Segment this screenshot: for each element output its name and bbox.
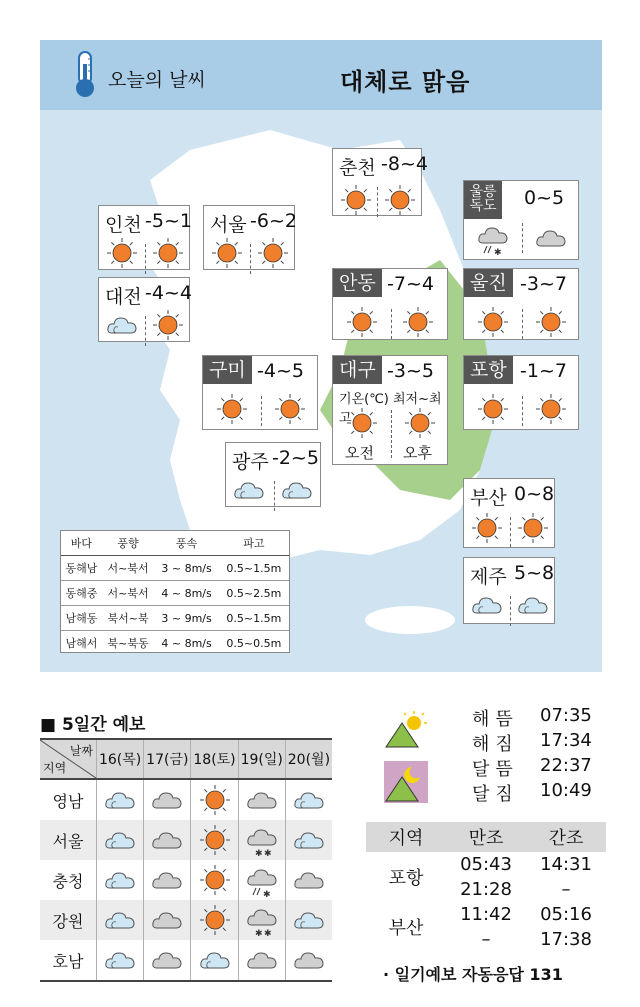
city-name: 서울 xyxy=(210,214,247,236)
forecast-table xyxy=(40,738,332,982)
forecast-cell xyxy=(285,820,332,860)
city-box-jeju xyxy=(463,557,555,624)
sunny-icon xyxy=(470,511,504,545)
city-temp: -4~4 xyxy=(145,282,192,304)
city-tag: 울릉 독도 xyxy=(464,181,502,219)
sea-cell: 남해서 xyxy=(65,637,98,650)
sea-cell: 0.5~2.5m xyxy=(219,581,289,606)
tide-header: 지역 xyxy=(366,822,446,852)
sunny-icon xyxy=(516,511,550,545)
cloud-rain-snow-icon xyxy=(245,863,279,897)
sea-header: 바다 xyxy=(61,531,102,556)
moonrise-time: 22:37 xyxy=(540,755,592,776)
sea-row xyxy=(61,556,289,581)
partly-cloudy-icon xyxy=(103,823,137,857)
weather-map-panel xyxy=(40,40,602,672)
city-box-pohang xyxy=(463,355,579,430)
city-temp: -8~4 xyxy=(381,153,428,175)
divider xyxy=(145,316,146,346)
sea-cell: 남해동 xyxy=(61,606,102,631)
sea-cell: 북서~북 xyxy=(102,606,155,631)
tide-table xyxy=(366,822,606,952)
cloud-snow-icon xyxy=(245,903,279,937)
forecast-day: 18(토) xyxy=(191,739,238,779)
forecast-row xyxy=(40,820,332,860)
sea-header: 풍속 xyxy=(154,531,218,556)
forecast-cell xyxy=(238,940,285,981)
city-tag: 구미 xyxy=(203,356,252,384)
svg-text:✱: ✱ xyxy=(263,929,272,937)
partly-cloudy-icon xyxy=(292,903,326,937)
corner-date-label: 날짜 xyxy=(69,744,93,758)
city-temp: -2~5 xyxy=(272,447,319,469)
divider xyxy=(274,481,275,511)
sea-conditions-table xyxy=(60,530,290,653)
weather-summary: 대체로 맑음 xyxy=(340,68,471,96)
forecast-cell xyxy=(191,940,238,981)
tide-header: 간조 xyxy=(526,822,606,852)
sunny-icon xyxy=(345,406,379,440)
city-temp: -5~1 xyxy=(145,210,192,232)
forecast-cell xyxy=(191,820,238,860)
forecast-cell xyxy=(97,860,144,900)
forecast-cell xyxy=(191,779,238,820)
divider xyxy=(522,223,523,253)
city-name: 부산 xyxy=(470,487,507,509)
cloudy-icon xyxy=(245,783,279,817)
forecast-region: 충청 xyxy=(40,860,97,900)
city-temp: -7~4 xyxy=(387,273,434,295)
divider xyxy=(145,244,146,274)
cloudy-icon xyxy=(245,943,279,977)
sunny-icon xyxy=(105,236,139,270)
partly-cloudy-icon xyxy=(105,308,139,342)
corner-region-label: 지역 xyxy=(43,761,67,775)
forecast-cell xyxy=(97,900,144,940)
city-temp: -1~7 xyxy=(520,360,567,382)
svg-text:✱: ✱ xyxy=(262,890,271,897)
city-box-andong xyxy=(332,268,448,340)
sun-moon-panel xyxy=(380,705,620,805)
city-temp: -6~2 xyxy=(250,210,297,232)
city-box-daegu xyxy=(332,355,448,465)
partly-cloudy-icon xyxy=(470,588,504,622)
city-temp: 0~5 xyxy=(524,187,565,209)
divider xyxy=(510,517,511,547)
divider xyxy=(522,396,523,426)
sunny-icon xyxy=(403,406,437,440)
city-temp: -4~5 xyxy=(257,360,304,382)
tide-high: 11:42 xyxy=(460,904,512,925)
sunset-time: 17:34 xyxy=(540,730,592,751)
city-temp: 5~8 xyxy=(514,562,555,584)
forecast-cell xyxy=(144,779,191,820)
tide-low: – xyxy=(561,879,571,900)
city-temp: -3~7 xyxy=(520,273,567,295)
tide-row xyxy=(366,902,606,927)
sea-cell: 0.5~0.5m xyxy=(226,636,282,650)
sunny-icon xyxy=(534,392,568,426)
sunny-icon xyxy=(210,236,244,270)
phone-info: · 일기예보 자동응답 131 xyxy=(383,965,563,984)
forecast-day: 20(월) xyxy=(285,739,332,779)
city-name: 제주 xyxy=(470,566,507,588)
sunny-icon xyxy=(476,305,510,339)
city-tag: 포항 xyxy=(464,356,513,384)
sea-cell: 4 ~ 8m/s xyxy=(154,581,218,606)
forecast-cell xyxy=(238,900,285,940)
city-tag: 안동 xyxy=(333,269,382,297)
sunny-icon xyxy=(198,863,232,897)
sea-cell: 4 ~ 8m/s xyxy=(161,636,212,650)
city-name: 광주 xyxy=(232,451,269,473)
tide-row xyxy=(366,852,606,877)
forecast-cell xyxy=(285,940,332,981)
sea-header: 파고 xyxy=(219,531,289,556)
sea-cell: 3 ~ 9m/s xyxy=(154,606,218,631)
sea-cell: 동해중 xyxy=(61,581,102,606)
forecast-cell xyxy=(97,940,144,981)
forecast-cell xyxy=(144,900,191,940)
city-name: 인천 xyxy=(105,214,142,236)
partly-cloudy-icon xyxy=(103,903,137,937)
cloudy-icon xyxy=(150,943,184,977)
city-temp: 0~8 xyxy=(514,483,555,505)
sea-row xyxy=(61,631,289,656)
city-box-gumi xyxy=(202,355,318,430)
forecast-corner xyxy=(40,739,97,779)
sunrise-label: 해뜸 xyxy=(472,709,519,730)
partly-cloudy-icon xyxy=(103,783,137,817)
divider xyxy=(391,309,392,339)
sunny-icon xyxy=(198,823,232,857)
sea-cell: 동해남 xyxy=(61,556,102,581)
sea-cell: 북~북동 xyxy=(107,637,149,650)
forecast-cell xyxy=(238,820,285,860)
partly-cloudy-icon xyxy=(198,943,232,977)
moonrise-label: 달뜸 xyxy=(472,759,519,780)
am-label: 오전 xyxy=(345,444,374,462)
tide-header: 만조 xyxy=(446,822,526,852)
partly-cloudy-icon xyxy=(232,473,266,507)
moonrise-icon xyxy=(384,761,428,803)
tide-low: 05:16 xyxy=(540,904,592,925)
sunny-icon xyxy=(401,305,435,339)
divider xyxy=(522,309,523,339)
divider xyxy=(250,244,251,274)
city-box-gwangju xyxy=(225,442,321,507)
cloud-rain-snow-icon xyxy=(476,221,510,255)
sunny-icon xyxy=(534,305,568,339)
tide-high: 21:28 xyxy=(460,879,512,900)
legend-text: 기온(℃) 최저~최고 xyxy=(339,392,442,426)
forecast-day: 16(목) xyxy=(97,739,144,779)
partly-cloudy-icon xyxy=(292,823,326,857)
cloudy-icon xyxy=(292,943,326,977)
divider xyxy=(510,596,511,626)
sea-header: 풍향 xyxy=(102,531,155,556)
divider xyxy=(261,396,262,426)
divider xyxy=(377,187,378,217)
forecast-cell xyxy=(144,860,191,900)
city-box-daejeon xyxy=(98,277,190,342)
sunny-icon xyxy=(345,305,379,339)
sea-cell: 서~북서 xyxy=(102,581,155,606)
forecast-row xyxy=(40,900,332,940)
city-name: 춘천 xyxy=(339,157,376,179)
cloud-snow-icon xyxy=(245,823,279,857)
sea-cell: 서~북서 xyxy=(102,556,155,581)
forecast-day: 17(금) xyxy=(144,739,191,779)
sunny-icon xyxy=(198,903,232,937)
partly-cloudy-icon xyxy=(292,783,326,817)
sunrise-icon xyxy=(384,709,428,749)
forecast-day: 19(일) xyxy=(238,739,285,779)
city-temp: -3~5 xyxy=(387,360,434,382)
forecast-cell xyxy=(285,779,332,820)
forecast-cell xyxy=(191,860,238,900)
sea-cell: 3 ~ 8m/s xyxy=(154,556,218,581)
cloudy-icon xyxy=(150,863,184,897)
sunny-icon xyxy=(151,236,185,270)
city-box-busan xyxy=(463,478,555,548)
map-title: 오늘의 날씨 xyxy=(108,69,206,91)
forecast-region: 영남 xyxy=(40,779,97,820)
svg-text:✱: ✱ xyxy=(254,849,263,857)
city-tag: 대구 xyxy=(333,356,382,384)
forecast-cell xyxy=(144,820,191,860)
moonset-time: 10:49 xyxy=(540,780,592,801)
city-box-uljin xyxy=(463,268,579,340)
forecast-cell xyxy=(238,860,285,900)
thermometer-icon xyxy=(70,50,100,100)
sunny-icon xyxy=(273,392,307,426)
svg-text:✱: ✱ xyxy=(494,248,502,255)
forecast-title: ■ 5일간 예보 xyxy=(40,715,146,735)
forecast-region: 강원 xyxy=(40,900,97,940)
cloudy-icon xyxy=(292,863,326,897)
tide-region: 포항 xyxy=(388,868,424,889)
cloudy-icon xyxy=(150,903,184,937)
city-box-incheon xyxy=(98,205,190,270)
partly-cloudy-icon xyxy=(280,473,314,507)
svg-text:✱: ✱ xyxy=(263,849,272,857)
forecast-row xyxy=(40,860,332,900)
city-name: 대전 xyxy=(105,286,142,308)
city-box-ulleung xyxy=(463,180,579,260)
sea-cell: 0.5~1.5m xyxy=(219,606,289,631)
tide-low: 14:31 xyxy=(540,854,592,875)
sea-row xyxy=(61,606,289,631)
sunny-icon xyxy=(198,783,232,817)
moonset-label: 달짐 xyxy=(472,784,519,805)
sunny-icon xyxy=(476,392,510,426)
city-box-chuncheon xyxy=(332,148,428,216)
divider xyxy=(391,410,392,458)
sea-row xyxy=(61,581,289,606)
cloudy-icon xyxy=(150,823,184,857)
sunny-icon xyxy=(151,308,185,342)
forecast-cell xyxy=(285,900,332,940)
forecast-cell xyxy=(285,860,332,900)
forecast-region: 호남 xyxy=(40,940,97,981)
forecast-cell xyxy=(97,820,144,860)
forecast-row xyxy=(40,779,332,820)
tide-region: 부산 xyxy=(388,918,424,939)
forecast-cell xyxy=(144,940,191,981)
city-box-seoul xyxy=(203,205,295,270)
tide-high: – xyxy=(481,929,491,950)
sea-cell: 0.5~1.5m xyxy=(219,556,289,581)
city-tag: 울진 xyxy=(464,269,513,297)
sunny-icon xyxy=(215,392,249,426)
sunset-label: 해짐 xyxy=(472,734,519,755)
pm-label: 오후 xyxy=(403,444,432,462)
forecast-cell xyxy=(191,900,238,940)
sunny-icon xyxy=(339,183,373,217)
cloudy-icon xyxy=(150,783,184,817)
tide-low: 17:38 xyxy=(540,929,592,950)
tide-high: 05:43 xyxy=(460,854,512,875)
sunny-icon xyxy=(256,236,290,270)
sunny-icon xyxy=(383,183,417,217)
svg-text:✱: ✱ xyxy=(254,929,263,937)
forecast-cell xyxy=(238,779,285,820)
partly-cloudy-icon xyxy=(516,588,550,622)
jeju-island xyxy=(365,606,455,634)
cloudy-icon xyxy=(534,221,568,255)
partly-cloudy-icon xyxy=(103,943,137,977)
forecast-cell xyxy=(97,779,144,820)
forecast-row xyxy=(40,940,332,981)
partly-cloudy-icon xyxy=(103,863,137,897)
forecast-region: 서울 xyxy=(40,820,97,860)
sunrise-time: 07:35 xyxy=(540,705,592,726)
